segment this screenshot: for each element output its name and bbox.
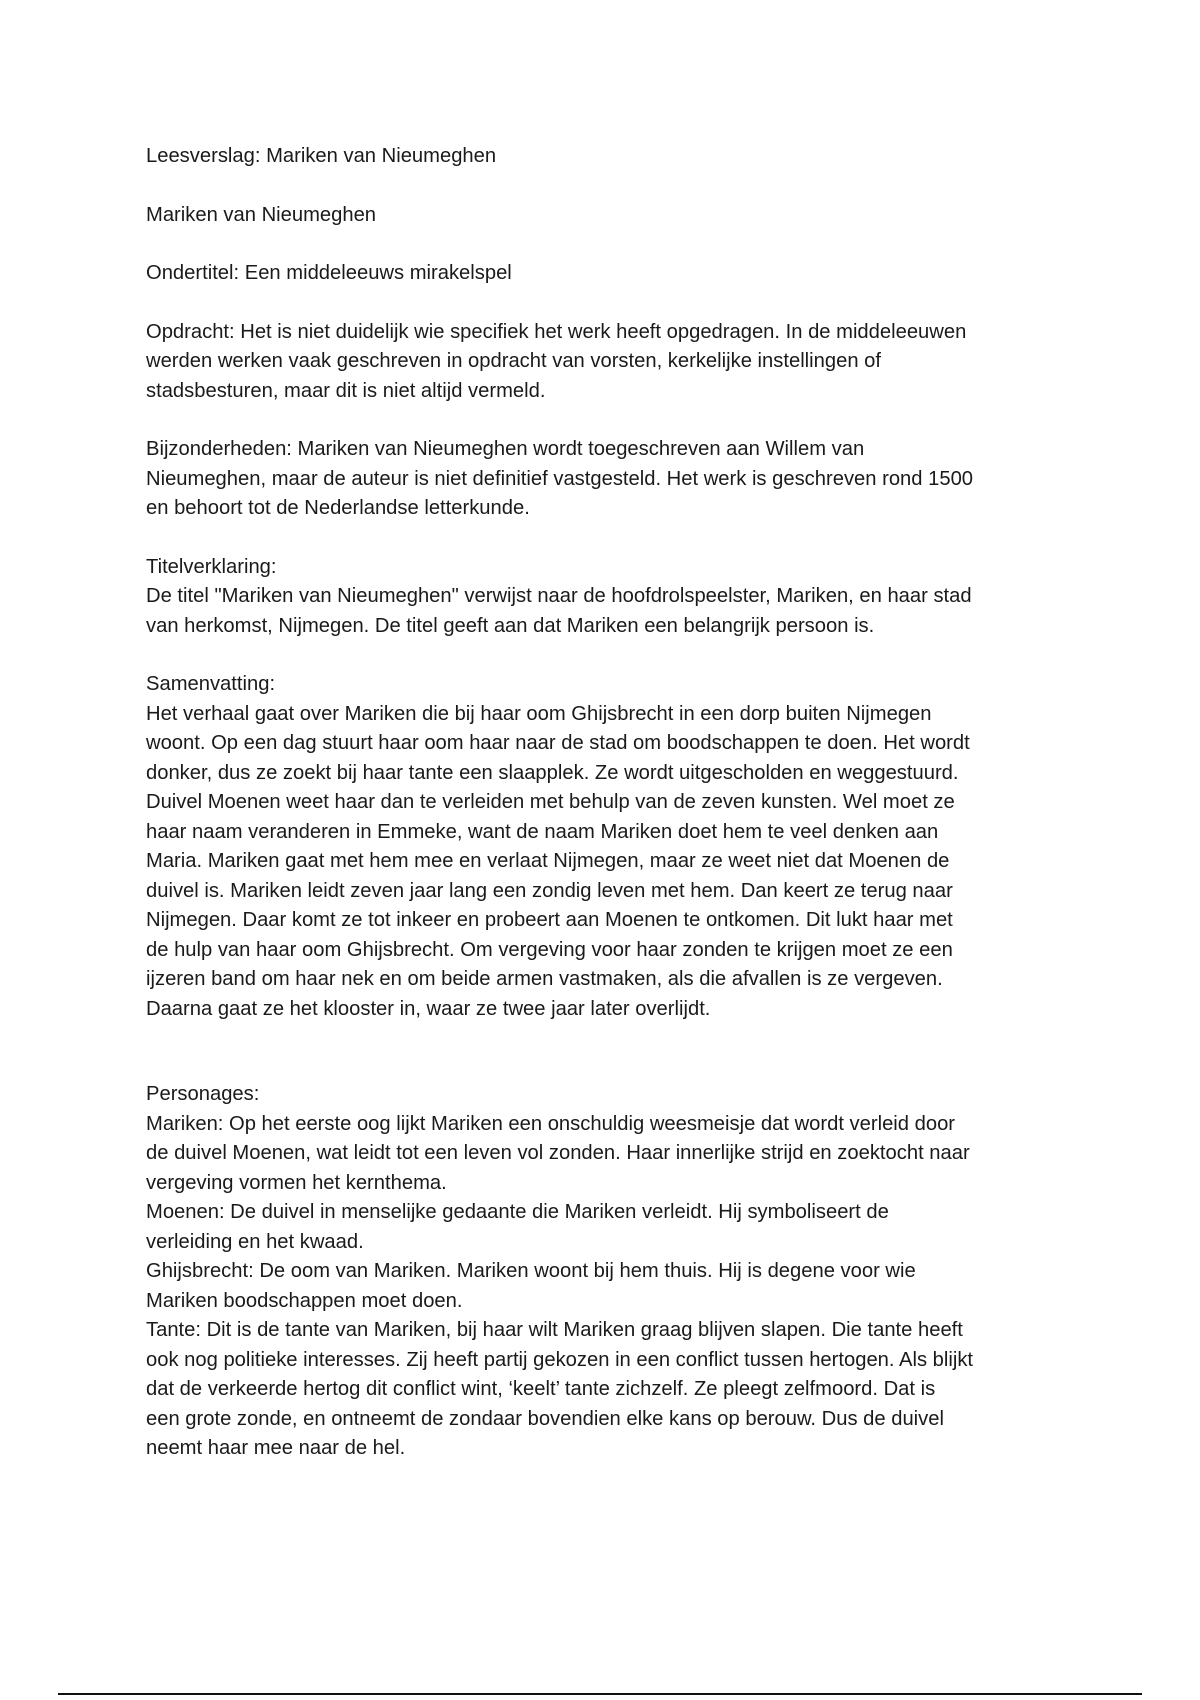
- samenvatting-paragraph: Het verhaal gaat over Mariken die bij haar oom Ghijsbrecht in een dorp buiten Nijmegen woont. Op een dag stuurt haar oom haar naar de stad om boodschappen te doen. Het wordt donker, dus ze zoekt bij haar tante een slaapplek. Ze wordt uitgescholden en weggestuurd. Duivel Moenen weet haar dan te verleiden met behulp van de zeven kunsten. Wel moet ze haar naam veranderen in Emmeke, want de naam Mariken doet hem te veel denken aan Maria. Mariken gaat met hem mee en verlaat Nijmegen, maar ze weet niet dat Moenen de duivel is. Mariken leidt zeven jaar lang een zondig leven met hem. Dan keert ze terug naar Nijmegen. Daar komt ze tot inkeer en probeert aan Moenen te ontkomen. Dit lukt haar met de hulp van haar oom Ghijsbrecht. Om vergeving voor haar zonden te krijgen moet ze een ijzeren band om haar nek en om beide armen vastmaken, als die afvallen is ze vergeven. Daarna gaat ze het klooster in, waar ze twee jaar later overlijdt.: [146, 702, 970, 1020]
- spacer: [146, 172, 1076, 201]
- spacer: [146, 289, 1076, 318]
- personage-tante: Tante: Dit is de tante van Mariken, bij haar wilt Mariken graag blijven slapen. Die tante heeft ook nog politieke interesses. Zij heeft partij gekozen in een conflict tussen hertogen. Als blijkt dat de verkeerde hertog dit conflict wint, ‘keelt’ tante zichzelf. Ze pleegt zelfmoord. Dat is een grote zonde, en ontneemt de zondaar bovendien elke kans op berouw. Dus de duivel neemt haar mee naar de hel.: [146, 1319, 974, 1459]
- personage-mariken: Mariken: Op het eerste oog lijkt Mariken een onschuldig weesmeisje dat wordt verleid door de duivel Moenen, wat leidt tot een leven vol zonden. Haar innerlijke strijd en zoektocht naar vergeving vormen het kernthema.: [146, 1112, 970, 1194]
- spacer: [146, 406, 1076, 435]
- bijzonderheden-paragraph: Bijzonderheden: Mariken van Nieumeghen wordt toegeschreven aan Willem van Nieumeghen, maar de auteur is niet definitief vastgesteld. Het werk is geschreven rond 1500 en behoort tot de Nederlandse letterkunde.: [146, 438, 974, 519]
- spacer: [146, 1024, 1076, 1080]
- personages-label: Personages:: [146, 1083, 260, 1105]
- book-title: Mariken van Nieumeghen: [146, 203, 377, 226]
- personage-moenen: Moenen: De duivel in menselijke gedaante die Mariken verleidt. Hij symboliseert de verleiding en het kwaad.: [146, 1201, 889, 1253]
- spacer: [146, 524, 1076, 553]
- titelverklaring-label: Titelverklaring:: [146, 555, 277, 578]
- report-heading: Leesverslag: Mariken van Nieumeghen: [146, 145, 497, 167]
- document-body: [146, 142, 1076, 1464]
- page-bottom-rule: [58, 1693, 1142, 1695]
- personage-ghijsbrecht: Ghijsbrecht: De oom van Mariken. Mariken woont bij hem thuis. Hij is degene voor wie Mariken boodschappen moet doen.: [146, 1260, 916, 1312]
- samenvatting-label: Samenvatting:: [146, 673, 276, 695]
- subtitle-line: Ondertitel: Een middeleeuws mirakelspel: [146, 262, 512, 284]
- spacer: [146, 230, 1076, 259]
- spacer: [146, 641, 1076, 670]
- opdracht-paragraph: Opdracht: Het is niet duidelijk wie specifiek het werk heeft opgedragen. In de middeleeuwen werden werken vaak geschreven in opdracht van vorsten, kerkelijke instellingen of stadsbesturen, maar dit is niet altijd vermeld.: [146, 320, 967, 402]
- titelverklaring-paragraph: De titel "Mariken van Nieumeghen" verwijst naar de hoofdrolspeelster, Mariken, en haar stad van herkomst, Nijmegen. De titel geeft aan dat Mariken een belangrijk persoon is.: [146, 585, 972, 637]
